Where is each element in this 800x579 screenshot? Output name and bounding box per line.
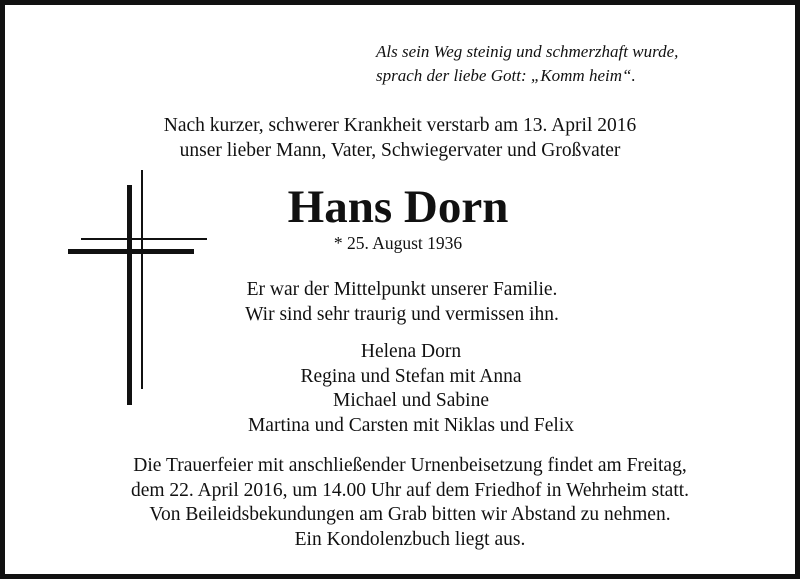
service-line-1: Die Trauerfeier mit anschließender Urnenbeisetzung findet am Freitag, — [133, 455, 687, 476]
service-line-3: Von Beileidsbekundungen am Grab bitten wir Abstand zu nehmen. — [149, 504, 671, 525]
family-note-line-2: Wir sind sehr traurig und vermissen ihn. — [245, 304, 559, 325]
motto-line-2: sprach der liebe Gott: „Komm heim“. — [376, 66, 636, 85]
mourner: Martina und Carsten mit Niklas und Felix — [247, 414, 575, 436]
service-info — [10, 454, 800, 552]
deceased-name: Hans Dorn — [287, 181, 509, 233]
mourner: Michael und Sabine — [333, 390, 489, 411]
service-line-4: Ein Kondolenzbuch liegt aus. — [294, 528, 526, 550]
mourner: Regina und Stefan mit Anna — [300, 365, 522, 387]
family-note-line-1: Er war der Mittelpunkt unserer Familie. — [246, 279, 558, 300]
mourner: Helena Dorn — [360, 341, 462, 362]
service-line-2: dem 22. April 2016, um 14.00 Uhr auf dem Friedhof in Wehrheim statt. — [130, 479, 690, 501]
birth-date: * 25. August 1936 — [333, 233, 463, 253]
intro-line-1: Nach kurzer, schwerer Krankheit verstarb am 13. April 2016 — [163, 115, 637, 136]
family-note — [2, 277, 800, 327]
mourners-list — [11, 340, 800, 438]
intro-line-2: unser lieber Mann, Vater, Schwiegervater und Großvater — [179, 140, 621, 161]
motto-line-1: Als sein Weg steinig und schmerzhaft wurde, — [376, 42, 679, 61]
